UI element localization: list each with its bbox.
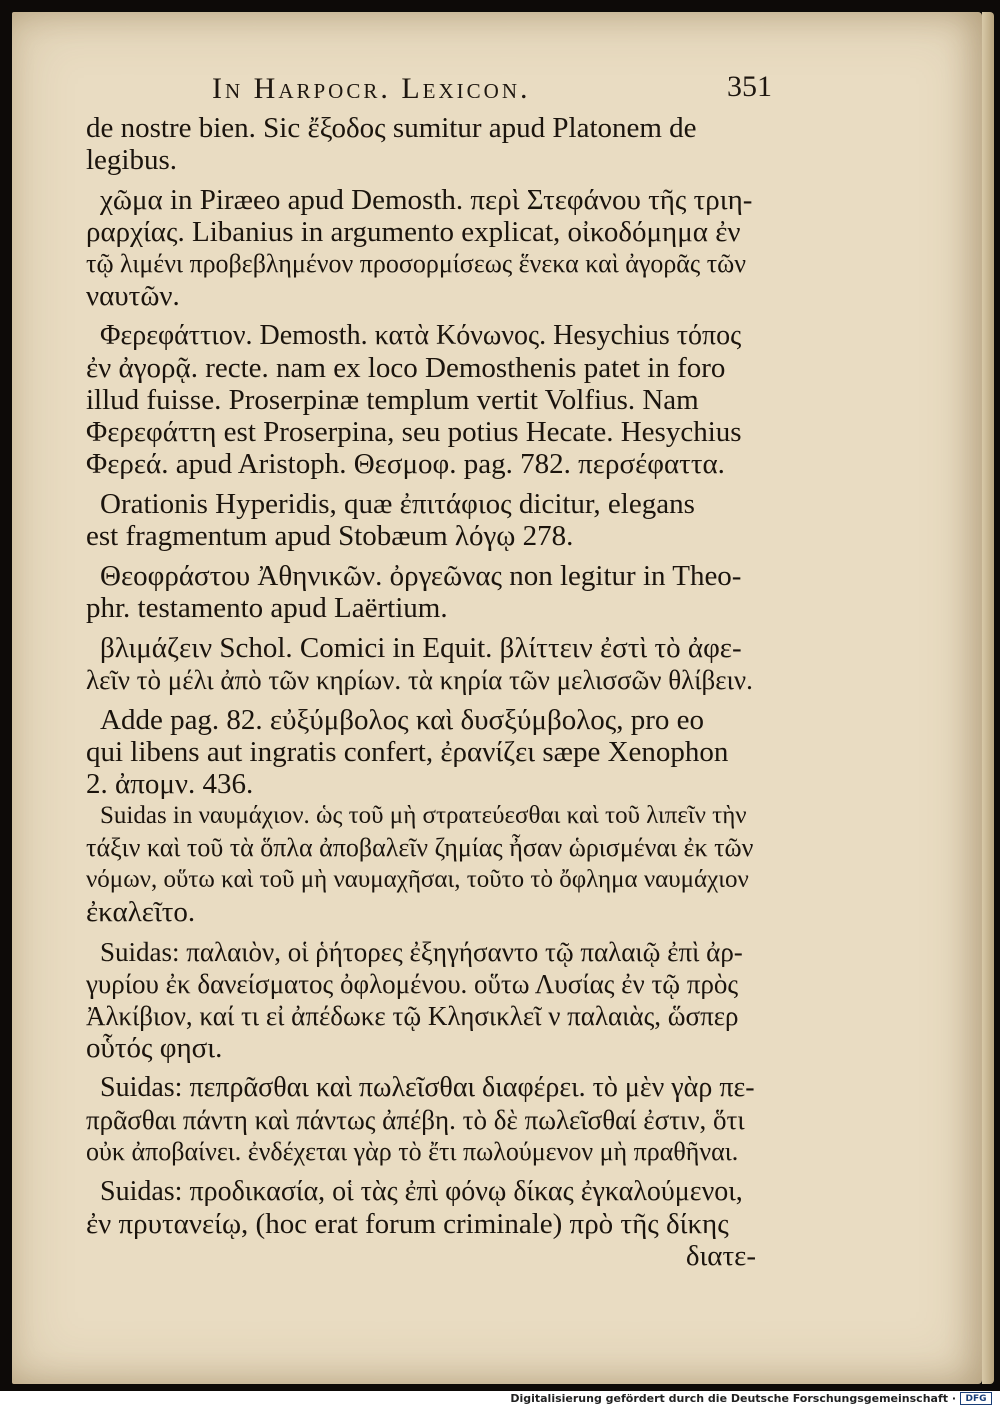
running-head	[212, 72, 772, 108]
text-line: Suidas in ναυμάχιον. ὡς τοῦ μὴ στρατεύεσθαι καὶ τοῦ λιπεῖν τὴν	[100, 802, 747, 829]
text-line: ναυτῶν.	[86, 280, 180, 312]
text-line: τάξιν καὶ τοῦ τὰ ὅπλα ἀποβαλεῖν ζημίας ἦσαν ὡρισμέναι ἐκ τῶν	[86, 833, 754, 862]
text-line: Θεοφράστου Ἀθηνικῶν. ὀργεῶνας non legitur in Theo-	[100, 560, 742, 592]
text-line: νόμων, οὕτω καὶ τοῦ μὴ ναυμαχῆσαι, τοῦτο τὸ ὄφλημα ναυμάχιον	[86, 866, 749, 893]
text-line: Suidas: προδικασία, οἱ τὰς ἐπὶ φόνῳ δίκας ἐγκαλούμενοι,	[100, 1176, 743, 1207]
text-line: Φερεφάττιον. Demosth. κατὰ Κόνωνος. Hesychius τόπος	[100, 320, 742, 351]
paragraph-gap	[86, 176, 756, 184]
text-line: λεῖν τὸ μέλι ἀπὸ τῶν κηρίων. τὰ κηρία τῶν μελισσῶν θλίβειν.	[86, 665, 753, 695]
text-line: οὐκ ἀποβαίνει. ἐνδέχεται γὰρ τὸ ἔτι πωλούμενον μὴ πραθῆναι.	[86, 1137, 739, 1166]
text-line: de nostre bien. Sic ἔξοδος sumitur apud Platonem de	[86, 112, 697, 144]
paragraph-gap	[86, 624, 756, 632]
paragraph-gap	[86, 928, 756, 936]
running-title: In Harpocr. Lexicon.	[212, 72, 531, 105]
book-page	[12, 12, 982, 1384]
text-line: ἐκαλεῖτο.	[86, 896, 196, 928]
text-line: πρᾶσθαι πάντη καὶ πάντως ἀπέβη. τὸ δὲ πωλεῖσθαί ἐστιν, ὅτι	[86, 1105, 745, 1135]
text-line: Adde pag. 82. εὐξύμβολος καὶ δυσξύμβολος, pro eo	[100, 704, 705, 736]
text-line: τῷ λιμένι προβεβλημένον προσορμίσεως ἕνεκα καὶ ἀγορᾶς τῶν	[86, 249, 747, 278]
body-text	[86, 112, 756, 1272]
text-line: Ἀλκίβιον, καί τι εἰ ἀπέδωκε τῷ Κλησικλεῖ ν παλαιὰς, ὥσπερ	[86, 1001, 739, 1031]
text-line: Suidas: παλαιὸν, οἱ ῥήτορες ἐξηγήσαντο τῷ παλαιῷ ἐπὶ ἀρ-	[100, 937, 743, 967]
paragraph-gap	[86, 480, 756, 488]
text-line: Suidas: πεπρᾶσθαι καὶ πωλεῖσθαι διαφέρει. τὸ μὲν γὰρ πε-	[100, 1072, 755, 1103]
text-line: legibus.	[86, 144, 178, 176]
text-line: Orationis Hyperidis, quæ ἐπιτάφιος dicitur, elegans	[100, 488, 695, 520]
dfg-logo: DFG	[960, 1392, 992, 1405]
page-number: 351	[727, 70, 772, 103]
page-edge	[982, 12, 994, 1384]
text-line: illud fuisse. Proserpinæ templum vertit Volfius. Nam	[86, 384, 699, 416]
text-line: 2. ἀπομν. 436.	[86, 768, 254, 800]
text-line: est fragmentum apud Stobæum λόγῳ 278.	[86, 520, 574, 552]
text-line: ραρχίας. Libanius in argumento explicat, οἰκοδόμημα ἐν	[86, 216, 741, 248]
text-line: οὗτός φησι.	[86, 1032, 223, 1064]
text-line: ἐν ἀγορᾷ. recte. nam ex loco Demosthenis patet in foro	[86, 352, 726, 384]
text-line: ἐν πρυτανείῳ, (hoc erat forum criminale) πρὸ τῆς δίκης	[86, 1208, 729, 1240]
paragraph-gap	[86, 1168, 756, 1176]
text-line: Φερεφάττη est Proserpina, seu potius Hecate. Hesychius	[86, 416, 742, 448]
text-line: Φερεά. apud Aristoph. Θεσμοφ. pag. 782. περσέφαττα.	[86, 448, 725, 480]
text-line: βλιμάζειν Schol. Comici in Equit. βλίττειν ἐστὶ τὸ ἀφε-	[100, 632, 742, 664]
text-line: γυρίου ἐκ δανείσματος ὀφλομένου. οὕτω Λυσίας ἐν τῷ πρὸς	[86, 969, 739, 999]
text-line: διατε-	[685, 1240, 756, 1272]
digitization-footer	[0, 1391, 1000, 1407]
paragraph-gap	[86, 552, 756, 560]
paragraph-gap	[86, 1064, 756, 1072]
text-line: χῶμα in Piræeo apud Demosth. περὶ Στεφάνου τῆς τριη-	[100, 184, 753, 216]
paragraph-gap	[86, 312, 756, 320]
paragraph-gap	[86, 696, 756, 704]
text-line: qui libens aut ingratis confert, ἐρανίζει sæpe Xenophon	[86, 736, 729, 768]
text-line: phr. testamento apud Laërtium.	[86, 592, 448, 624]
footer-credit: Digitalisierung gefördert durch die Deutsche Forschungsgemeinschaft ·	[510, 1392, 956, 1405]
